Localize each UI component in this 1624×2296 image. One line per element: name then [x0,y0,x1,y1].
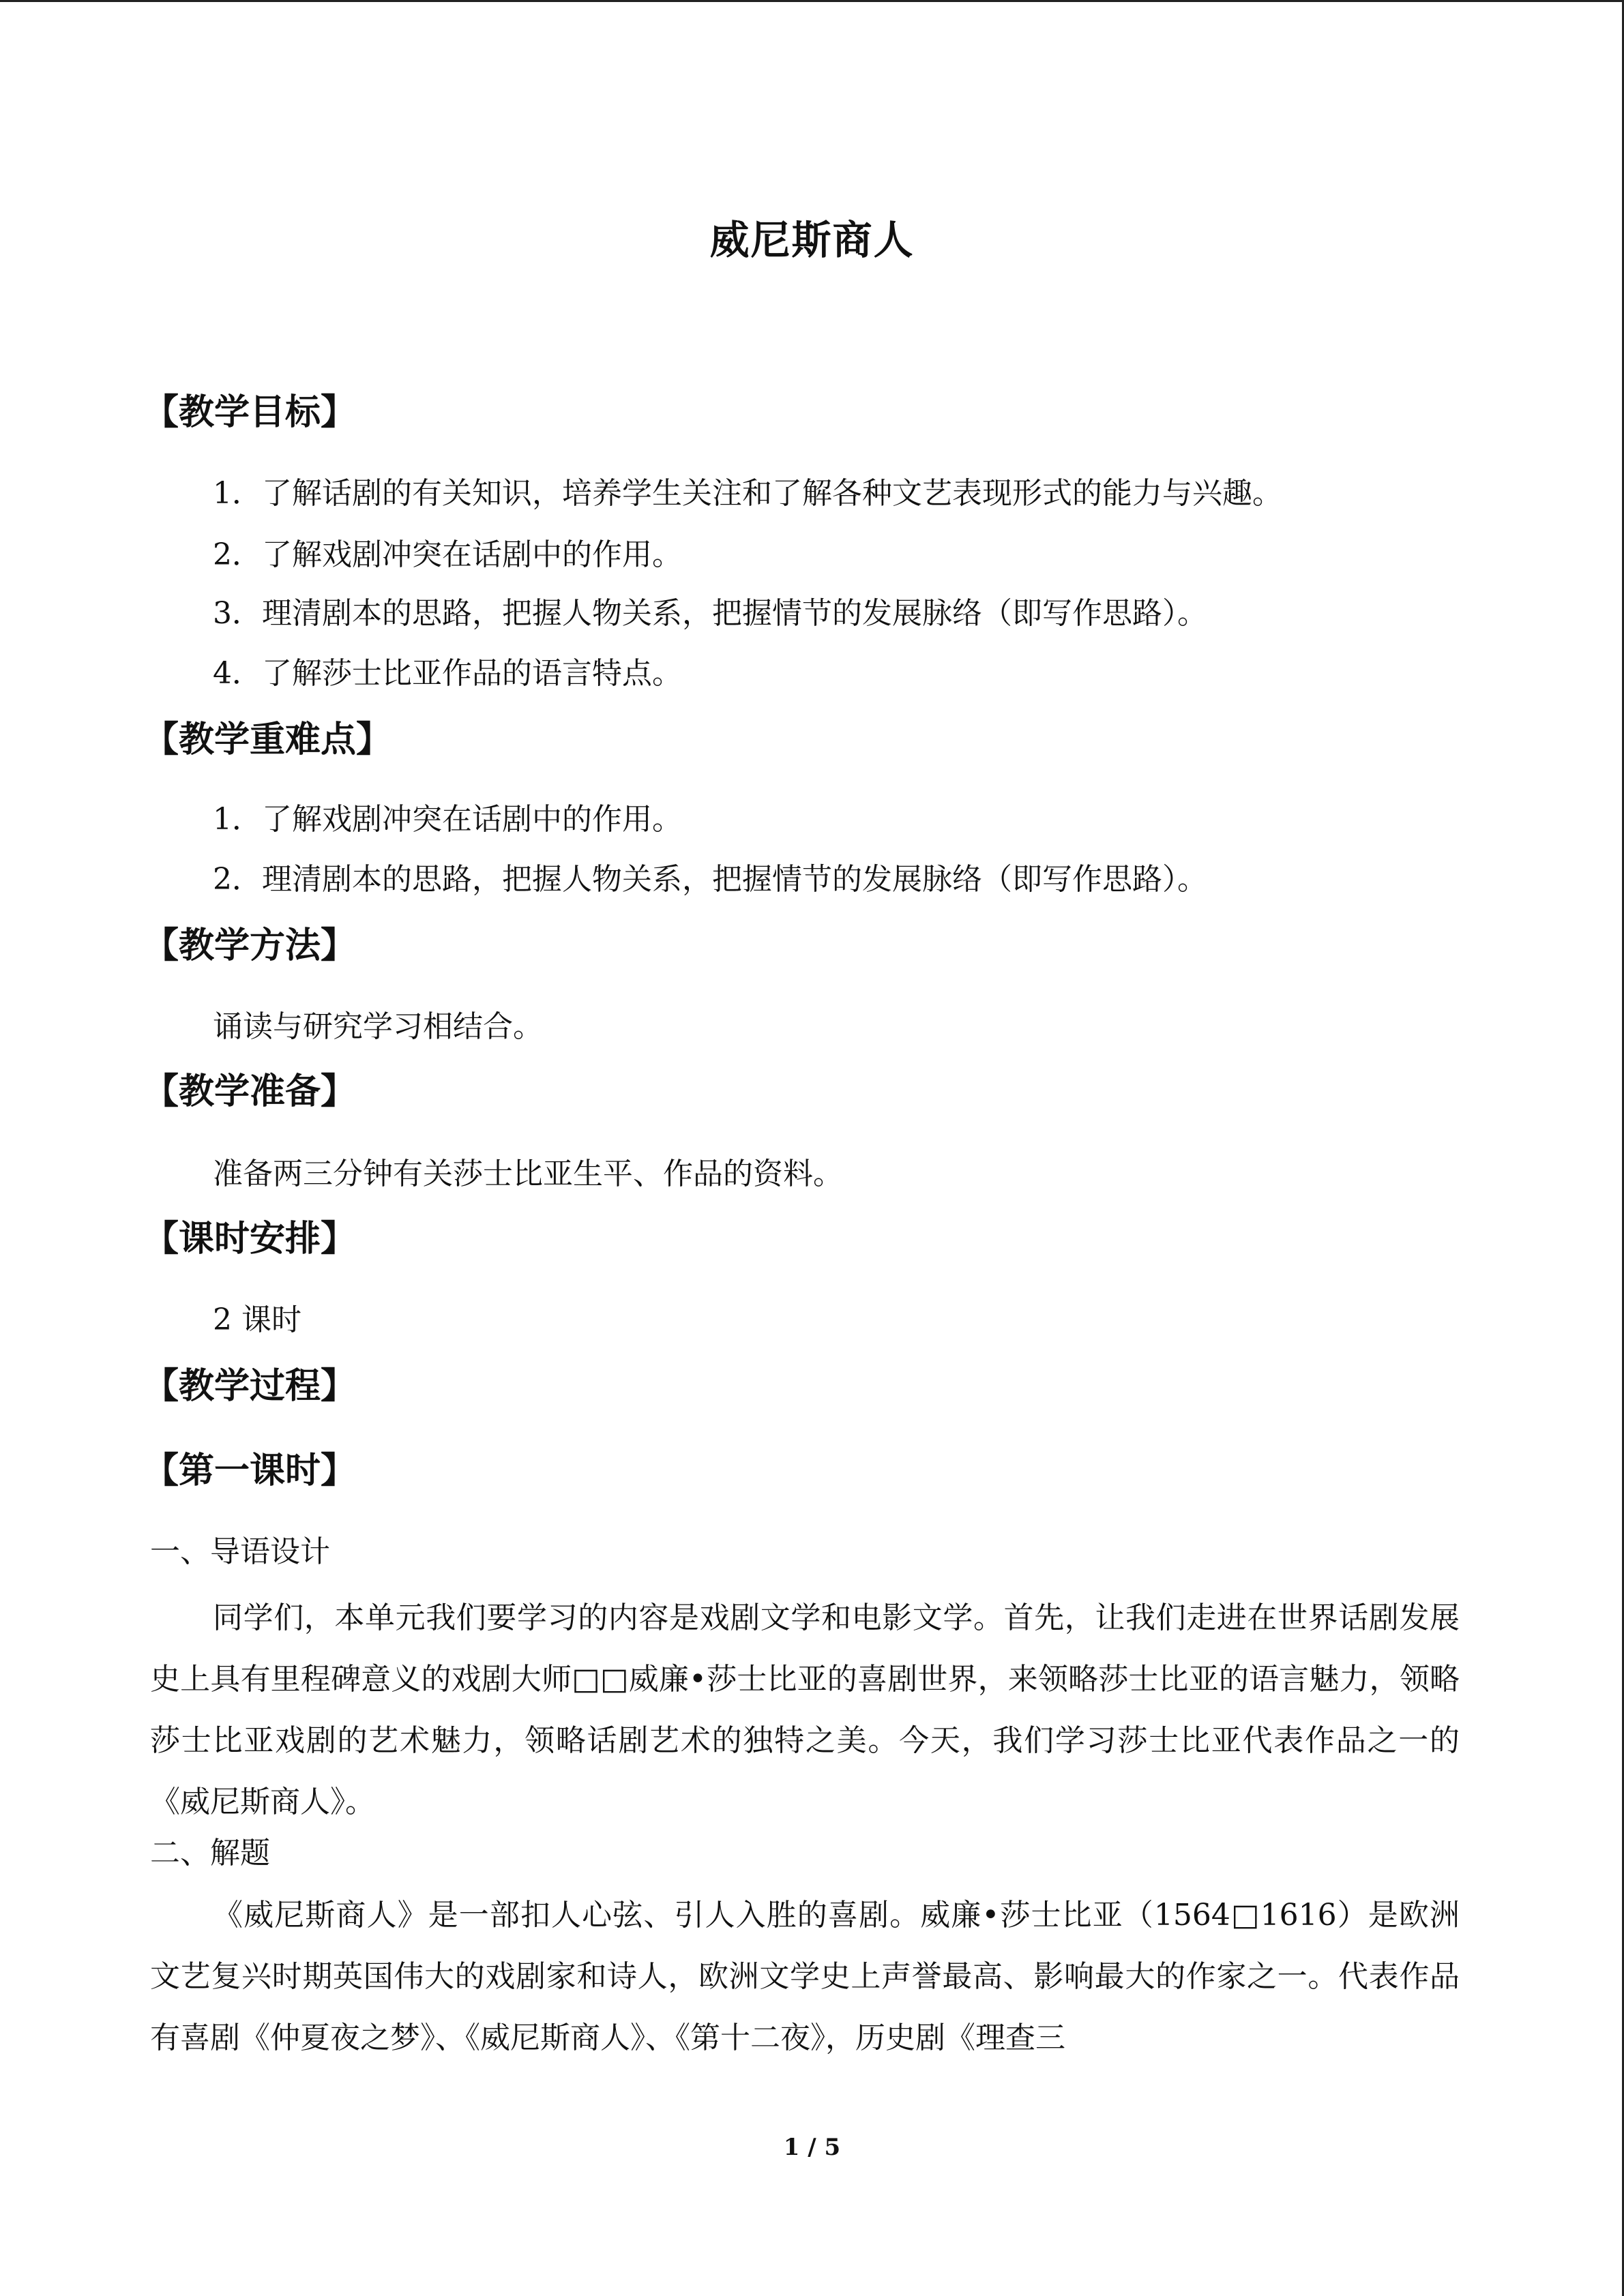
section-heading-method: 【教学方法】 [143,925,357,966]
document-title: 威尼斯商人 [709,217,915,263]
key-point-item-2: 2．理清剧本的思路，把握人物关系，把握情节的发展脉络（即写作思路）。 [213,862,1207,897]
intro-label: 一、导语设计 [150,1534,330,1569]
section-heading-objectives: 【教学目标】 [143,392,357,433]
objective-item-4: 4．了解莎士比亚作品的语言特点。 [213,656,682,691]
objective-item-3: 3．理清剧本的思路，把握人物关系，把握情节的发展脉络（即写作思路）。 [213,596,1207,631]
key-point-item-1: 1．了解戏剧冲突在话剧中的作用。 [213,802,682,837]
objective-item-2: 2．了解戏剧冲突在话剧中的作用。 [213,537,682,572]
page-number: 1 / 5 [783,2134,841,2161]
section-heading-first-lesson: 【第一课时】 [143,1450,357,1491]
section-heading-schedule: 【课时安排】 [143,1219,357,1259]
topic-paragraph: 《威尼斯商人》是一部扣人心弦、引人入胜的喜剧。威廉•莎士比亚（1564□1616）是欧洲文艺复兴时期英国伟大的戏剧家和诗人，欧洲文学史上声誉最高、影响最大的作家之一。代表作品有喜剧《仲夏夜之梦》、《威尼斯商人》、《第十二夜》，历史剧《理查三 [150,1898,1460,2055]
method-text: 诵读与研究学习相结合。 [213,1009,543,1044]
objective-item-1: 1．了解话剧的有关知识，培养学生关注和了解各种文艺表现形式的能力与兴趣。 [213,476,1282,511]
intro-paragraph: 同学们，本单元我们要学习的内容是戏剧文学和电影文学。首先，让我们走进在世界话剧发展史上具有里程碑意义的戏剧大师□□威廉•莎士比亚的喜剧世界，来领略莎士比亚的语言魅力，领略莎士比亚戏剧的艺术魅力，领略话剧艺术的独特之美。今天，我们学习莎士比亚代表作品之一的《威尼斯商人》。 [150,1600,1460,1819]
schedule-text: 2 课时 [213,1302,301,1337]
section-heading-key-points: 【教学重难点】 [143,719,392,760]
topic-label: 二、解题 [150,1836,270,1870]
section-heading-preparation: 【教学准备】 [143,1071,357,1112]
section-heading-process: 【教学过程】 [143,1366,357,1407]
preparation-text: 准备两三分钟有关莎士比亚生平、作品的资料。 [213,1157,843,1191]
